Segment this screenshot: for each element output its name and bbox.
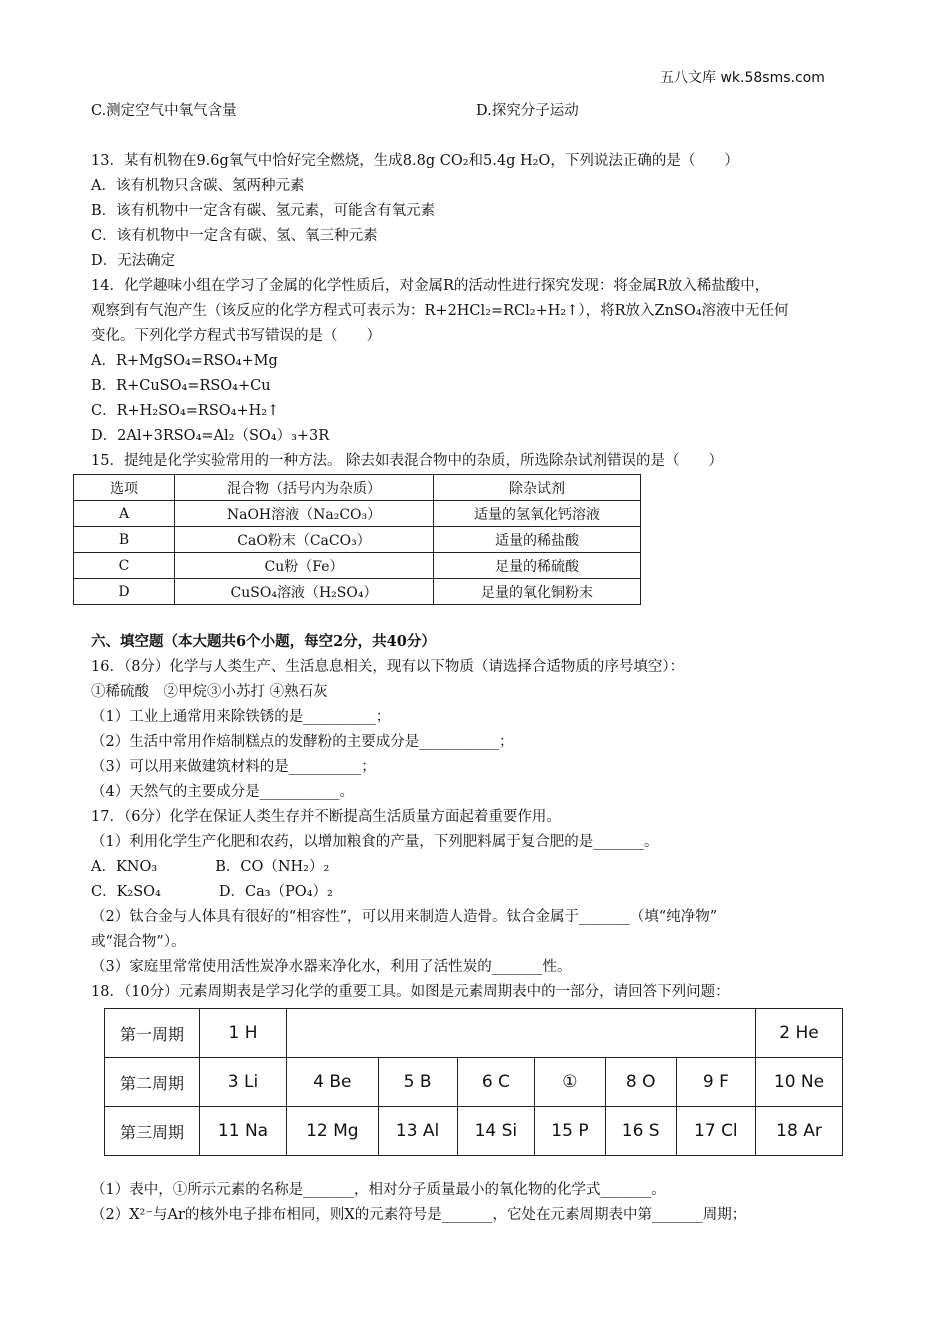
table-row <box>74 553 641 579</box>
q16-part1: （1）工业上通常用来除铁锈的是__________； <box>91 709 391 725</box>
cell-mixture: CuSO₄溶液（H₂SO₄） <box>175 579 434 605</box>
q18-stem: 18．（10分）元素周期表是学习化学的重要工具。如图是元素周期表中的一部分，请回答下列问题： <box>91 984 730 1000</box>
q13-option-c: C．该有机物中一定含有碳、氢、氧三种元素 <box>91 228 378 244</box>
cell-option: B <box>74 527 175 553</box>
table-row <box>74 501 641 527</box>
element-cell: 11 Na <box>200 1107 287 1156</box>
q14-line3: 变化。下列化学方程式书写错误的是（ ） <box>91 328 381 344</box>
cell-reagent: 适量的氢氧化钙溶液 <box>434 501 641 527</box>
watermark: 五八文库 wk.58sms.com <box>660 70 825 86</box>
element-cell: 5 B <box>378 1058 457 1107</box>
cell-option: A <box>74 501 175 527</box>
header-option: 选项 <box>74 475 175 501</box>
q17-part3: （3）家庭里常常使用活性炭净水器来净化水，利用了活性炭的_______性。 <box>91 959 572 975</box>
q14-option-a: A．R+MgSO₄=RSO₄+Mg <box>91 353 278 369</box>
q14-line1: 14．化学趣味小组在学习了金属的化学性质后，对金属R的活动性进行探究发现：将金属R放入稀盐酸中， <box>91 278 770 294</box>
q17-part2-line2: 或“混合物”）。 <box>91 934 186 950</box>
q16-choices: ①稀硫酸 ②甲烷③小苏打 ④熟石灰 <box>91 684 328 700</box>
cell-mixture: CaO粉末（CaCO₃） <box>175 527 434 553</box>
cell-mixture: NaOH溶液（Na₂CO₃） <box>175 501 434 527</box>
cell-reagent: 足量的稀硫酸 <box>434 553 641 579</box>
table-row <box>74 579 641 605</box>
table-row <box>74 527 641 553</box>
q14-option-b: B．R+CuSO₄=RSO₄+Cu <box>91 378 271 394</box>
header-reagent: 除杂试剂 <box>434 475 641 501</box>
q17-part1: （1）利用化学生产化肥和农药，以增加粮食的产量，下列肥料属于复合肥的是_______。 <box>91 834 659 850</box>
q18-part1: （1）表中，①所示元素的名称是_______，相对分子质量最小的氧化物的化学式_______。 <box>91 1182 666 1198</box>
element-cell: 6 C <box>457 1058 535 1107</box>
cell-reagent: 适量的稀盐酸 <box>434 527 641 553</box>
element-cell: ① <box>535 1058 605 1107</box>
periodic-table <box>104 1008 843 1156</box>
q13-stem: 13．某有机物在9.6g氧气中恰好完全燃烧，生成8.8g CO₂和5.4g H₂O，下列说法正确的是（ ） <box>91 153 739 169</box>
q16-stem: 16．（8分）化学与人类生产、生活息息相关，现有以下物质（请选择合适物质的序号填空）： <box>91 659 685 675</box>
q16-part2: （2）生活中常用作焙制糕点的发酵粉的主要成分是___________； <box>91 734 514 750</box>
q15-stem: 15．提纯是化学实验常用的一种方法。 除去如表混合物中的杂质，所选除杂试剂错误的是（ ） <box>91 453 724 469</box>
period-label: 第三周期 <box>105 1107 200 1156</box>
q18-part2: （2）X²⁻与Ar的核外电子排布相同，则X的元素符号是_______，它处在元素周期表中第_______周期； <box>91 1207 747 1223</box>
element-cell: 10 Ne <box>756 1058 843 1107</box>
q13-option-d: D．无法确定 <box>91 253 176 269</box>
q14-line2: 观察到有气泡产生（该反应的化学方程式可表示为：R+2HCl₂=RCl₂+H₂↑），将R放入ZnSO₄溶液中无任何 <box>91 303 789 319</box>
header-mixture: 混合物（括号内为杂质） <box>175 475 434 501</box>
mixture-table <box>73 474 641 605</box>
q14-option-d: D．2Al+3RSO₄=Al₂（SO₄）₃+3R <box>91 428 330 444</box>
q13-option-b: B．该有机物中一定含有碳、氢元素，可能含有氧元素 <box>91 203 436 219</box>
cell-option: D <box>74 579 175 605</box>
element-cell: 1 H <box>200 1009 287 1058</box>
element-cell: 18 Ar <box>756 1107 843 1156</box>
q17-options-ab: A．KNO₃ B．CO（NH₂）₂ <box>91 859 330 875</box>
q12-option-d: D.探究分子运动 <box>476 103 579 119</box>
q13-option-a: A．该有机物只含碳、氢两种元素 <box>91 178 305 194</box>
q14-option-c: C．R+H₂SO₄=RSO₄+H₂↑ <box>91 403 280 419</box>
cell-reagent: 足量的氧化铜粉末 <box>434 579 641 605</box>
element-cell: 13 Al <box>378 1107 457 1156</box>
q16-part3: （3）可以用来做建筑材料的是__________； <box>91 759 376 775</box>
element-cell: 17 Cl <box>676 1107 755 1156</box>
table-row <box>105 1058 843 1107</box>
cell-mixture: Cu粉（Fe） <box>175 553 434 579</box>
element-cell: 4 Be <box>287 1058 379 1107</box>
section6-title: 六、填空题（本大题共6个小题，每空2分，共40分） <box>91 633 436 650</box>
period-label: 第二周期 <box>105 1058 200 1107</box>
element-cell: 12 Mg <box>287 1107 379 1156</box>
table-header-row <box>74 475 641 501</box>
q17-stem: 17．（6分）化学在保证人类生存并不断提高生活质量方面起着重要作用。 <box>91 809 561 825</box>
element-cell: 2 He <box>756 1009 843 1058</box>
element-cell: 3 Li <box>200 1058 287 1107</box>
q17-part2-line1: （2）钛合金与人体具有很好的“相容性”，可以用来制造人造骨。钛合金属于_______（填“纯净物” <box>91 909 718 925</box>
table-row <box>105 1107 843 1156</box>
element-cell: 16 S <box>605 1107 676 1156</box>
q17-options-cd: C．K₂SO₄ D．Ca₃（PO₄）₂ <box>91 884 333 900</box>
empty-cell <box>287 1009 756 1058</box>
cell-option: C <box>74 553 175 579</box>
element-cell: 8 O <box>605 1058 676 1107</box>
period-label: 第一周期 <box>105 1009 200 1058</box>
element-cell: 14 Si <box>457 1107 535 1156</box>
q16-part4: （4）天然气的主要成分是___________。 <box>91 784 354 800</box>
table-row <box>105 1009 843 1058</box>
q12-option-c: C.测定空气中氧气含量 <box>91 103 237 119</box>
element-cell: 15 P <box>535 1107 605 1156</box>
element-cell: 9 F <box>676 1058 755 1107</box>
